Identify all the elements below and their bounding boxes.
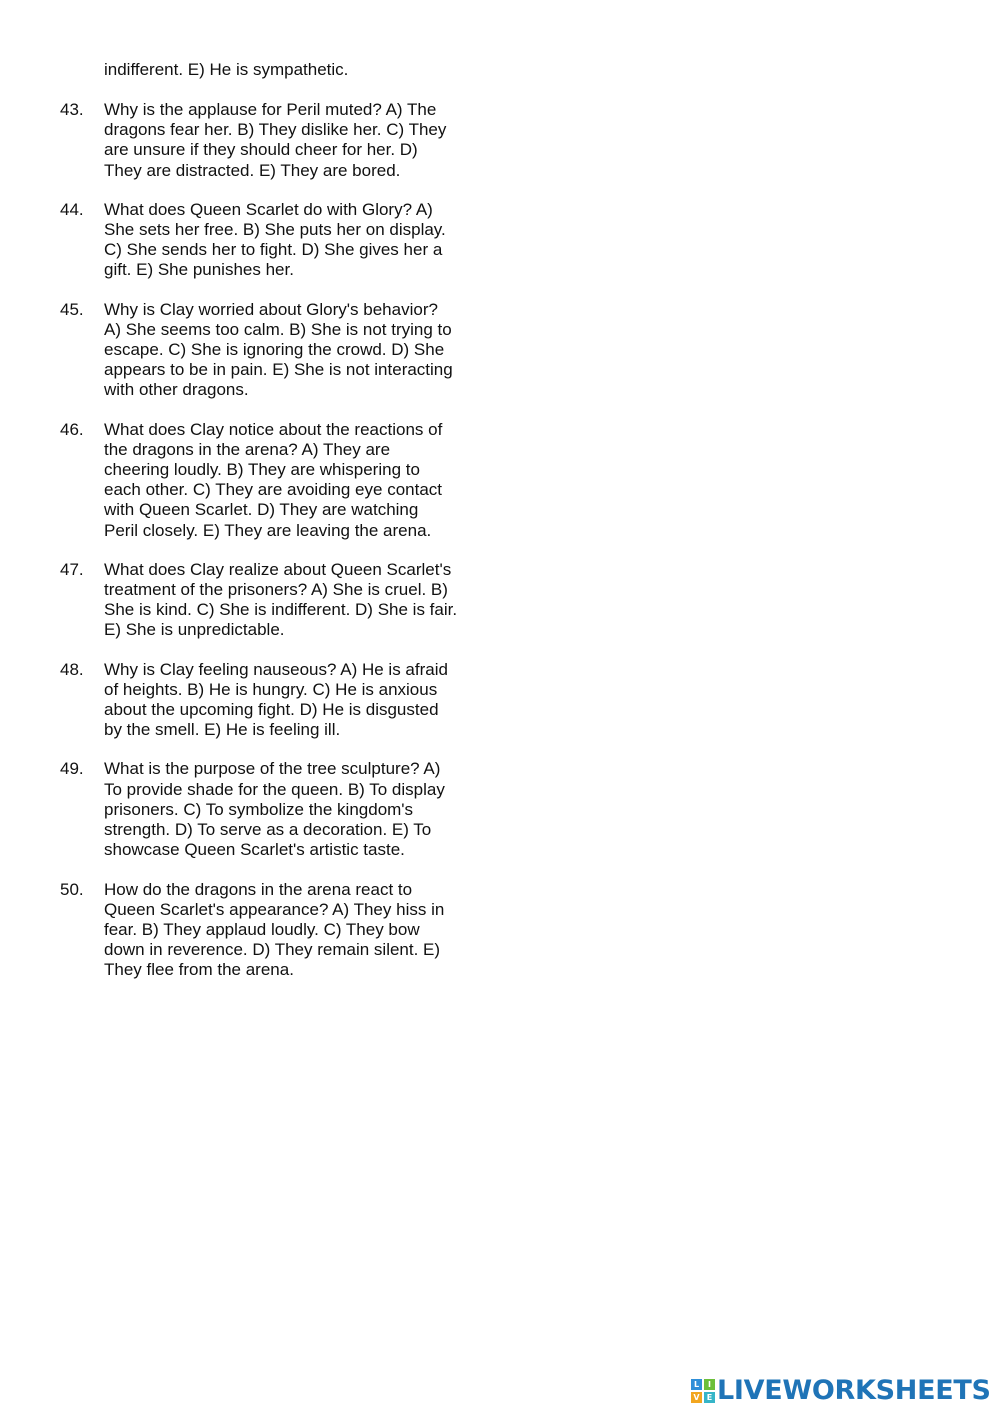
question-text: What does Clay notice about the reactions of the dragons in the arena? A) They are cheering loudly. B) They are whispering to each other. C) They are avoiding eye contact with Queen Scarlet. D) They are watching Peril closely. E) They are leaving the arena. bbox=[104, 419, 443, 540]
question-text: What does Clay realize about Queen Scarlet's treatment of the prisoners? A) She is cruel. B) She is kind. C) She is indifferent. D) She is fair. E) She is unpredictable. bbox=[104, 559, 458, 640]
question-46 bbox=[60, 420, 490, 541]
question-number: 44. bbox=[60, 199, 84, 219]
question-text: What is the purpose of the tree sculpture? A) To provide shade for the queen. B) To display prisoners. C) To symbolize the kingdom's strength. D) To serve as a decoration. E) To showcase Queen Scarlet's artistic taste. bbox=[104, 759, 445, 860]
liveworksheets-logo-icon bbox=[691, 1379, 715, 1403]
question-text: Why is Clay worried about Glory's behavior? A) She seems too calm. B) She is not trying to escape. C) She is ignoring the crowd. D) She appears to be in pain. E) She is not interacting with other dragons. bbox=[104, 299, 453, 400]
question-number: 43. bbox=[60, 100, 84, 119]
brand-name: LIVEWORKSHEETS bbox=[717, 1375, 991, 1406]
question-number: 45. bbox=[60, 299, 84, 319]
question-number: 47. bbox=[60, 559, 84, 579]
question-number: 48. bbox=[60, 659, 84, 679]
logo-tile: I bbox=[704, 1379, 715, 1390]
question-43 bbox=[60, 100, 490, 181]
question-number: 46. bbox=[60, 419, 84, 439]
question-text: Why is the applause for Peril muted? A) The dragons fear her. B) They dislike her. C) They are unsure if they should cheer for her. D) They are distracted. E) They are bored. bbox=[104, 100, 447, 180]
continuation-text: indifferent. E) He is sympathetic. bbox=[104, 60, 349, 79]
question-list bbox=[60, 100, 490, 981]
question-number: 49. bbox=[60, 759, 84, 779]
logo-tile: E bbox=[704, 1392, 715, 1403]
question-number: 50. bbox=[60, 879, 84, 899]
question-47 bbox=[60, 560, 490, 641]
logo-tile: V bbox=[691, 1392, 702, 1403]
logo-tile: L bbox=[691, 1379, 702, 1390]
question-text: How do the dragons in the arena react to Queen Scarlet's appearance? A) They hiss in fear. B) They applaud loudly. C) They bow down in reverence. D) They remain silent. E) They flee from the arena. bbox=[104, 879, 445, 980]
question-text: Why is Clay feeling nauseous? A) He is afraid of heights. B) He is hungry. C) He is anxious about the upcoming fight. D) He is disgusted by the smell. E) He is feeling ill. bbox=[104, 659, 448, 740]
question-50 bbox=[60, 880, 490, 981]
question-44 bbox=[60, 200, 490, 281]
question-49 bbox=[60, 759, 490, 860]
liveworksheets-brand bbox=[691, 1376, 991, 1406]
question-45 bbox=[60, 300, 490, 401]
question-48 bbox=[60, 660, 490, 741]
question-text: What does Queen Scarlet do with Glory? A) She sets her free. B) She puts her on display. C) She sends her to fight. D) She gives her a gift. E) She punishes her. bbox=[104, 199, 446, 280]
